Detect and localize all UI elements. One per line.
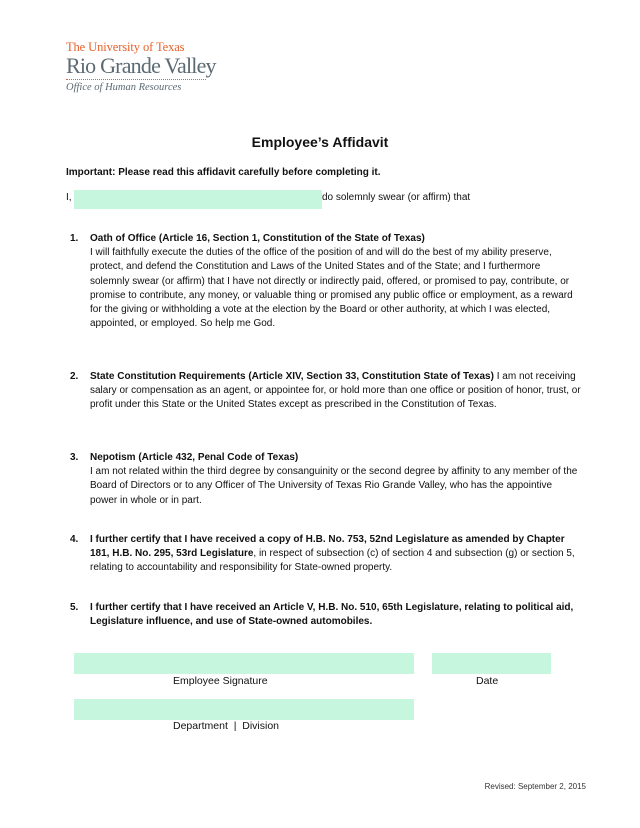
- item-heading: I further certify that I have received an Article V, H.B. No. 510, 65th Legislature, relating to political aid, Legislature influence, and use of State-owned automobiles.: [90, 602, 574, 628]
- item-heading: State Constitution Requirements (Article XIV, Section 33, Constitution State of Texas): [90, 371, 494, 382]
- item-number: 2.: [70, 371, 79, 382]
- affidavit-item-2: [70, 370, 582, 413]
- item-heading: Nepotism (Article 432, Penal Code of Texas): [90, 452, 299, 463]
- affidavit-item-3: [70, 451, 582, 508]
- page-title: Employee’s Affidavit: [251, 134, 389, 150]
- affidavit-item-1: [70, 232, 582, 331]
- employee-name-field[interactable]: [74, 190, 322, 209]
- employee-signature-label: Employee Signature: [173, 675, 268, 687]
- affidavit-item-5: [70, 601, 582, 629]
- logo-university-text: The University of Texas: [66, 40, 185, 54]
- item-text: I will faithfully execute the duties of the office of the position of and will do the best of my ability preserve, protect, and defend the Constitution and Laws of the United States and of the State; and I furthermore solemnly swear (or affirm) that I have not directly or indirectly paid, offered, or promised to pay, contribute, or promise to contribute, any money, or valuable thing or promised any public office or employment, as a reward for the giving or withholding a vote at the election by the Board or other authority, at which I was elected, appointed, or employed. So help me God.: [90, 247, 573, 330]
- department-division-label: Department | Division: [173, 720, 280, 732]
- item-text: , in respect of subsection (c) of section 4 and subsection (g) or section 5, relating to accountability and responsibility for State-owned property.: [90, 548, 575, 574]
- logo-dotted-divider: [66, 79, 206, 80]
- item-text: I am not related within the third degree by consanguinity or the second degree by affinity to any member of the Board of Directors or to any Officer of The University of Texas Rio Grande Valley, who has the appointive power in whole or in part.: [90, 466, 578, 506]
- date-label: Date: [476, 675, 499, 687]
- item-number: 3.: [70, 452, 79, 463]
- revised-date: Revised: September 2, 2015: [484, 782, 586, 791]
- item-number: 4.: [70, 534, 79, 545]
- swear-prefix: I,: [66, 192, 72, 203]
- item-number: 5.: [70, 602, 79, 613]
- date-field[interactable]: [432, 653, 551, 674]
- affidavit-item-4: [70, 533, 582, 576]
- swear-suffix: do solemnly swear (or affirm) that: [322, 192, 471, 203]
- logo-office-text: Office of Human Resources: [66, 82, 182, 93]
- department-division-field[interactable]: [74, 699, 414, 720]
- item-heading: Oath of Office (Article 16, Section 1, Constitution of the State of Texas): [90, 233, 425, 244]
- item-number: 1.: [70, 233, 79, 244]
- employee-signature-field[interactable]: [74, 653, 414, 674]
- swear-row: [66, 190, 586, 208]
- logo-rgv-text: Rio Grande Valley: [66, 53, 216, 78]
- utrgv-logo: [66, 40, 216, 93]
- important-notice: Important: Please read this affidavit carefully before completing it.: [66, 167, 381, 178]
- item-heading: I further certify that I have received a copy of H.B. No. 753, 52nd Legislature as amended by Chapter 181, H.B. No. 295, 53rd Legislature: [90, 534, 565, 560]
- item-text: I am not receiving salary or compensation as an agent, or appointee for, or hold more than one office or position of honor, trust, or profit under this State or the United States except as prescribed in the Constitution of Texas.: [90, 371, 581, 411]
